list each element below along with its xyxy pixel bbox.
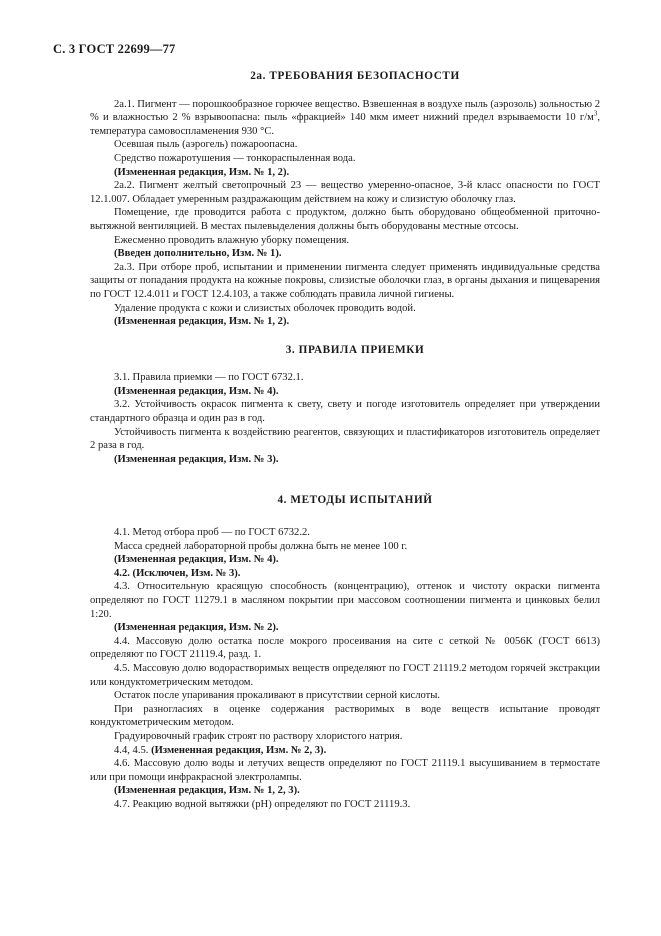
- paragraph: Удаление продукта с кожи и слизистых оболочек проводить водой.: [114, 302, 416, 314]
- paragraph: 4.5. Массовую долю водорастворимых веществ определяют по ГОСТ 21119.2 методом горячей экстракции или кондуктометрическим методом.: [90, 662, 600, 688]
- paragraph: 4.4. Массовую долю остатка после мокрого просеивания на сите с сеткой № 0056К (ГОСТ 6613) определяют по ГОСТ 21119.4, разд. 1.: [90, 635, 600, 661]
- amendment-note: (Измененная редакция, Изм. № 2, 3).: [151, 744, 327, 756]
- paragraph: 4.3. Относительную красящую способность (концентрацию), оттенок и чистоту окраски пигмента определяют по ГОСТ 11279.1 в масляном покрытии при массовом соотношении пигмента и цинковых белил 1:20.: [90, 581, 600, 620]
- paragraph: Остаток после упаривания прокаливают в присутствии серной кислоты.: [114, 690, 441, 702]
- paragraph: Градуировочный график строят по раствору хлористого натрия.: [114, 730, 403, 742]
- paragraph: При разногласиях в оценке содержания растворимых в воде веществ испытание проводят кондуктометрическим методом.: [90, 703, 600, 729]
- amendment-note: (Введен дополнительно, Изм. № 1).: [114, 248, 282, 260]
- paragraph: 3.1. Правила приемки — по ГОСТ 6732.1.: [114, 372, 304, 384]
- paragraph: Средство пожаротушения — тонкораспыленная вода.: [114, 152, 356, 164]
- paragraph: Помещение, где проводится работа с продуктом, должно быть оборудовано общеобменной приточно-вытяжной вентиляцией. В местах пылевыделения должны быть оборудованы местные отсосы.: [90, 207, 600, 232]
- amendment-note: 4.2. (Исключен, Изм. № 3).: [114, 567, 241, 579]
- section-title: 4. МЕТОДЫ ИСПЫТАНИЙ: [277, 494, 433, 507]
- paragraph: 4.7. Реакцию водной вытяжки (рН) определяют по ГОСТ 21119.3.: [114, 798, 411, 810]
- amendment-note: (Измененная редакция, Изм. № 3).: [114, 453, 279, 465]
- amendment-note: (Измененная редакция, Изм. № 4).: [114, 554, 279, 566]
- paragraph-text: 4.4, 4.5.: [114, 744, 152, 756]
- section-title: 2а. ТРЕБОВАНИЯ БЕЗОПАСНОСТИ: [250, 70, 460, 82]
- amendment-note: (Измененная редакция, Изм. № 2).: [114, 622, 279, 634]
- paragraph: Устойчивость пигмента к воздействию реагентов, связующих и пластификаторов изготовитель определяет 2 раза в год.: [90, 426, 600, 452]
- paragraph-text: 2а.1. Пигмент — порошкообразное горючее вещество. Взвешенная в воздухе пыль (аэрозоль) зольностью 2 % и влажностью 2 % взрывоопасна: пыль «фракцией» 140 мкм имеет нижний предел взрываемости 10 г/м: [90, 98, 600, 124]
- paragraph: Масса средней лабораторной пробы должна быть не менее 100 г.: [114, 540, 408, 552]
- section-title: 3. ПРАВИЛА ПРИЕМКИ: [285, 343, 425, 356]
- paragraph-text-tail: , температура самовоспламенения 930 °С.: [90, 112, 600, 137]
- amendment-note: (Измененная редакция, Изм. № 4).: [114, 385, 279, 397]
- document-body: [90, 60, 600, 812]
- amendment-note: (Измененная редакция, Изм. № 1, 2).: [114, 316, 290, 328]
- paragraph: 3.2. Устойчивость окрасок пигмента к свету, свету и погоде изготовитель определяет при утверждении стандартного образца и один раз в год.: [90, 399, 600, 425]
- paragraph: 4.1. Метод отбора проб — по ГОСТ 6732.2.: [114, 527, 310, 539]
- paragraph: [90, 98, 600, 139]
- paragraph: 2а.3. При отборе проб, испытании и применении пигмента следует применять индивидуальные средства защиты от попадания продукта на кожные покровы, слизистые оболочки глаз, в органы дыхания и пищеварения по ГОСТ 12.4.011 и ГОСТ 12.4.103, а также соблюдать правила личной гигиены.: [90, 261, 600, 300]
- paragraph: 4.6. Массовую долю воды и летучих веществ определяют по ГОСТ 21119.1 высушиванием в термостате или при помощи инфракрасной электролампы.: [90, 758, 600, 783]
- paragraph: Ежесменно проводить влажную уборку помещения.: [114, 234, 350, 246]
- paragraph: 2а.2. Пигмент желтый светопрочный 23 — вещество умеренно-опасное, 3-й класс опасности по ГОСТ 12.1.007. Обладает умеренным раздражающим действием на кожу и слизистую оболочку глаз.: [90, 180, 600, 205]
- amendment-note: (Измененная редакция, Изм. № 1, 2).: [114, 166, 290, 178]
- paragraph: [90, 744, 600, 758]
- page-header: С. 3 ГОСТ 22699—77: [53, 42, 176, 56]
- amendment-note: (Измененная редакция, Изм. № 1, 2, 3).: [114, 785, 300, 797]
- paragraph: Осевшая пыль (аэрогель) пожароопасна.: [114, 139, 298, 151]
- superscript: 3: [593, 109, 598, 118]
